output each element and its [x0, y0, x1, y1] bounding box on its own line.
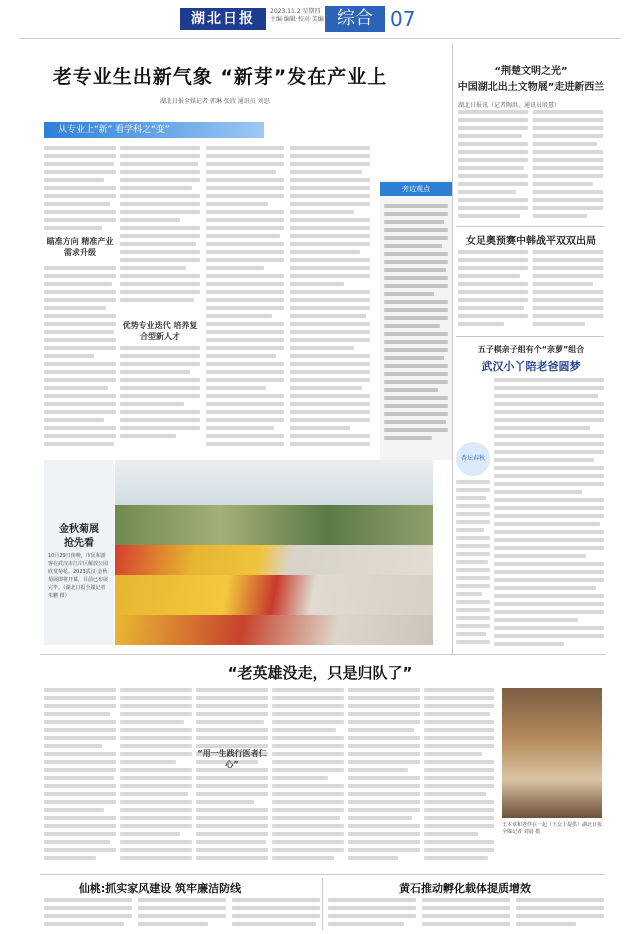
photo-title-1: 金秋菊展 [59, 524, 99, 535]
article2-subhead: “用一生践行医者仁心” [197, 749, 267, 769]
bottom-text [44, 898, 604, 932]
right-byline: 湖北日报讯（记者陶洪、通讯员殷慧） [458, 102, 561, 109]
article1-byline: 湖北日报全媒记者 郭琳 张欣 通讯员 刘思 [160, 98, 270, 105]
right-article3-col1 [456, 480, 490, 648]
right-headline: 中国湖北出土文物展”走进新西兰 [457, 82, 605, 93]
masthead-date [270, 8, 324, 24]
masthead-rule [20, 38, 620, 39]
chrysanthemum-photo [115, 460, 433, 645]
article1-headline: 老专业生出新气象 “新芽”发在产业上 [52, 66, 388, 88]
bottom-right-headline: 黄石推动孵化载体提质增效 [399, 882, 531, 895]
photo-caption: 10月29日傍晚，市民和游客在武汉市江岸区解放公园欣赏菊花。2023武汉·金秋菊展即将开幕，目前已布展完毕。（湖北日报全媒记者 朱鹏 摄） [48, 553, 109, 599]
article1-cols [120, 146, 370, 456]
right-headline-3: 武汉小丫陪老爸圆梦 [481, 360, 581, 373]
article2-text [44, 688, 494, 868]
newspaper-logo: 湖北日报 [180, 8, 266, 30]
article1-subhead1: 瞄准方向 精准产业需求升级 [46, 237, 114, 257]
column-divider [452, 44, 453, 654]
right-headline-2: 女足奥预赛中韩战平双双出局 [466, 236, 596, 247]
bottom-rule [40, 874, 605, 875]
article2-top-rule [40, 654, 605, 655]
right-kicker-3: 五子棋亲子组有个“亲萝”组合 [477, 345, 585, 354]
right-rule-1 [456, 226, 604, 227]
article2-photo-caption: 王本章和老伴在一起（王女士提供）湖北日报全媒记者 刘晨 摄 [502, 822, 603, 835]
article1-subhead2: 优势专业迭代 培养复合型新人才 [122, 321, 198, 341]
sidebar-note-text [384, 204, 448, 454]
page-number: 07 [390, 7, 416, 31]
article2-headline: “老英雄没走，只是归队了” [227, 664, 413, 682]
photo-title-2: 抢先看 [64, 538, 94, 549]
article1-banner: 从专业上“新” 看学科之“变” [44, 122, 264, 138]
right-article1-text [458, 110, 603, 220]
right-article3-text [494, 378, 604, 648]
right-rule-2 [456, 336, 604, 337]
right-article2-text [458, 250, 603, 330]
section-label: 综合 [325, 6, 385, 32]
column-stamp: 杏坛春秋 [456, 442, 490, 476]
date-line: 2023.11.2 星期四 [270, 8, 321, 15]
bottom-left-headline: 仙桃:抓实家风建设 筑牢廉洁防线 [78, 882, 242, 895]
article1-col1 [44, 146, 116, 466]
sidebar-note-title: 旁边观点 [380, 182, 452, 196]
editor-line: 主编·编辑·校对·美编 [270, 16, 324, 23]
elderly-couple-photo [502, 688, 602, 818]
right-kicker: “荆楚文明之光” [494, 66, 568, 77]
